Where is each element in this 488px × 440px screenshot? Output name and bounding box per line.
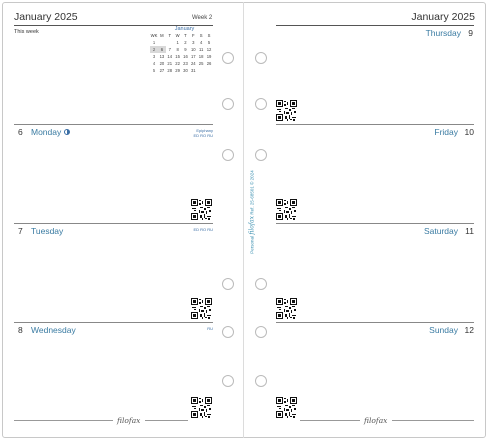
spine-size: Personal — [249, 235, 255, 254]
mini-cal-cell: 2 — [184, 40, 187, 45]
mini-calendar-header — [150, 32, 213, 39]
thursday-label: Thursday — [425, 28, 461, 38]
first-quarter-moon-icon — [64, 129, 70, 135]
tuesday-region-codes: ED RO RU — [193, 227, 213, 232]
wednesday-label: Wednesday — [31, 325, 76, 335]
mini-cal-cell: 5 — [152, 68, 156, 73]
mini-calendar-grid — [150, 32, 213, 74]
binder-hole — [222, 149, 234, 161]
mini-cal-head-cell: T — [184, 33, 187, 38]
qr-code-icon — [191, 298, 212, 319]
mini-cal-cell — [205, 67, 213, 74]
mini-cal-cell: 11 — [198, 47, 204, 52]
mini-calendar-month: January — [174, 26, 195, 32]
right-footer-rule-a — [300, 420, 360, 421]
qr-code-icon — [276, 100, 297, 121]
friday-label: Friday — [434, 127, 458, 137]
mini-cal-cell: 29 — [175, 68, 180, 73]
mini-cal-cell: 21 — [167, 61, 173, 66]
mini-cal-cell: 8 — [176, 47, 179, 52]
page-frame — [2, 2, 486, 438]
mini-cal-cell: 20 — [159, 61, 165, 66]
saturday-date: 11 — [465, 226, 474, 236]
mini-cal-cell: 28 — [167, 68, 173, 73]
monday-rule — [14, 124, 213, 125]
mini-calendar-row — [150, 39, 213, 46]
mini-cal-head-cell: S — [199, 33, 203, 38]
mini-cal-cell: 24 — [190, 61, 196, 66]
mini-cal-cell: 30 — [183, 68, 188, 73]
spine-year: © 2024 — [249, 170, 255, 185]
left-footer-rule-a — [14, 420, 113, 421]
wednesday-region-codes: RU — [207, 326, 213, 331]
mini-cal-cell: 15 — [175, 54, 180, 59]
mini-cal-cell: 26 — [206, 61, 212, 66]
mini-cal-cell: 22 — [175, 61, 180, 66]
qr-code-icon — [276, 298, 297, 319]
mini-cal-cell: 1 — [176, 40, 179, 45]
binder-hole — [222, 52, 234, 64]
week-number: Week 2 — [192, 15, 213, 21]
mini-cal-cell — [158, 39, 166, 46]
mini-cal-cell: 19 — [206, 54, 212, 59]
mini-cal-cell: 17 — [190, 54, 196, 59]
mini-cal-cell: 3 — [152, 54, 156, 59]
monday-holiday: Epiphany — [196, 128, 213, 133]
mini-cal-cell: 23 — [183, 61, 188, 66]
mini-cal-cell: 16 — [183, 54, 188, 59]
monday-date: 6 — [18, 127, 23, 137]
mini-cal-cell: 4 — [199, 40, 203, 45]
mini-cal-cell: 14 — [167, 54, 173, 59]
mini-cal-head-cell: M — [160, 33, 164, 38]
sunday-date: 12 — [464, 325, 474, 335]
friday-date: 10 — [464, 127, 474, 137]
mini-cal-cell: 3 — [192, 40, 195, 45]
mini-cal-cell: 7 — [168, 47, 171, 52]
mini-calendar — [150, 26, 213, 74]
monday-label: Monday — [31, 127, 62, 137]
qr-code-icon — [191, 199, 212, 220]
mini-cal-head-cell: W — [175, 33, 180, 38]
mini-calendar-row — [150, 53, 213, 60]
mini-cal-cell: 9 — [184, 47, 187, 52]
thursday-date: 9 — [468, 28, 473, 38]
mini-cal-cell: 25 — [198, 61, 204, 66]
right-footer-rule-b — [392, 420, 474, 421]
binder-hole — [255, 278, 267, 290]
friday-rule — [276, 124, 474, 125]
binder-hole — [222, 375, 234, 387]
wednesday-rule — [14, 322, 213, 323]
binder-hole — [255, 149, 267, 161]
binder-hole — [222, 98, 234, 110]
binder-hole — [222, 326, 234, 338]
this-week-label: This week — [14, 29, 39, 35]
mini-cal-head-cell: F — [192, 33, 195, 38]
spine-brand: filofax — [248, 215, 256, 235]
right-title-rule — [276, 25, 474, 26]
mini-cal-cell: 1 — [152, 40, 156, 45]
left-footer-rule-b — [145, 420, 188, 421]
mini-cal-head-cell: WK — [150, 33, 158, 38]
mini-cal-cell: 4 — [152, 61, 156, 66]
spine-ref: Ref. 25-68501 — [249, 186, 255, 215]
binder-hole — [255, 52, 267, 64]
mini-cal-cell — [166, 39, 174, 46]
tuesday-date: 7 — [18, 226, 23, 236]
saturday-label: Saturday — [423, 226, 458, 236]
tuesday-label: Tuesday — [31, 226, 64, 236]
tuesday-rule — [14, 223, 213, 224]
qr-code-icon — [276, 397, 297, 418]
mini-cal-cell: 12 — [206, 47, 212, 52]
mini-cal-head-cell: S — [207, 33, 211, 38]
left-footer-brand: filofax — [117, 416, 141, 425]
monday-region-codes: ED RO RU — [193, 133, 213, 138]
mini-cal-cell: 5 — [207, 40, 211, 45]
mini-cal-head-cell: T — [168, 33, 172, 38]
mini-cal-cell: 6 — [158, 46, 166, 53]
center-gutter — [243, 2, 244, 438]
mini-cal-cell — [197, 67, 205, 74]
binder-hole — [255, 98, 267, 110]
binder-hole — [255, 326, 267, 338]
right-page-title: January 2025 — [411, 11, 475, 23]
mini-cal-cell: 27 — [159, 68, 165, 73]
right-footer-brand: filofax — [364, 416, 388, 425]
mini-cal-cell: 18 — [198, 54, 204, 59]
qr-code-icon — [191, 397, 212, 418]
mini-calendar-row — [150, 67, 213, 74]
binder-hole — [255, 375, 267, 387]
sunday-label: Sunday — [429, 325, 458, 335]
wednesday-date: 8 — [18, 325, 23, 335]
left-page-title: January 2025 — [14, 11, 78, 23]
mini-calendar-row-current-week — [150, 46, 213, 53]
mini-cal-cell: 2 — [150, 46, 158, 53]
spine-imprint — [250, 170, 255, 253]
binder-hole — [222, 278, 234, 290]
mini-cal-cell: 31 — [190, 68, 196, 73]
mini-cal-cell: 13 — [159, 54, 165, 59]
saturday-rule — [276, 223, 474, 224]
mini-calendar-row — [150, 60, 213, 67]
mini-cal-cell: 10 — [190, 47, 196, 52]
qr-code-icon — [276, 199, 297, 220]
sunday-rule — [276, 322, 474, 323]
